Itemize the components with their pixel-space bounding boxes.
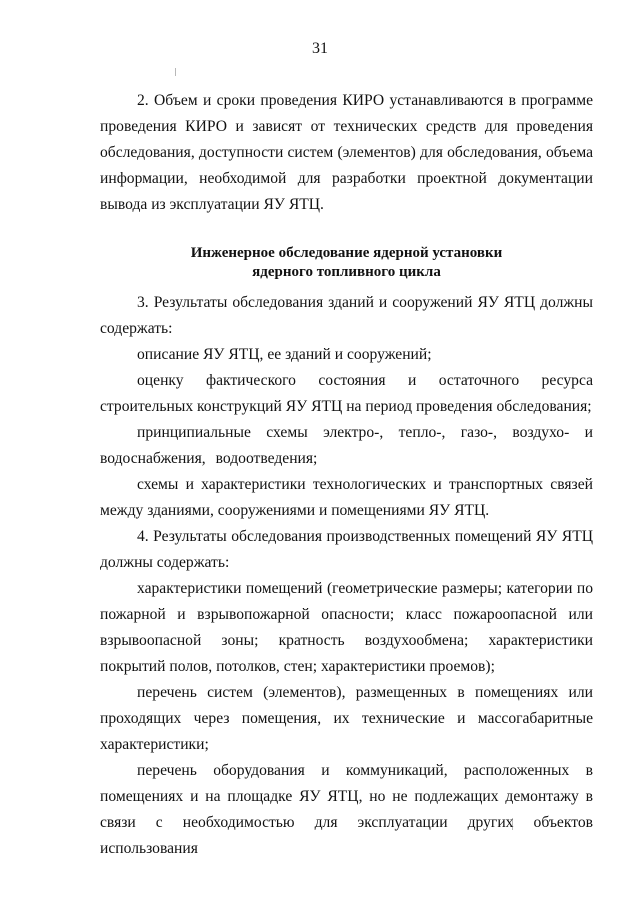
paragraph-4-intro: 4. Результаты обследования производственных помещений ЯУ ЯТЦ должны содержать: xyxy=(100,528,593,571)
scan-artifact-line xyxy=(175,68,176,76)
list-item: принципиальные схемы электро-, тепло-, газо-, воздухо- и водоснабжения, водоотведения; xyxy=(100,424,593,467)
list-item: перечень систем (элементов), размещенных в помещениях или проходящих через помещения, их технические и массогабаритные характеристики; xyxy=(100,684,593,753)
section-heading-line-1: Инженерное обследование ядерной установки xyxy=(190,245,503,261)
paragraph-2: 2. Объем и сроки проведения КИРО устанавливаются в программе проведения КИРО и зависят от технических средств для проведения обследования, доступности систем (элементов) для обследования, объема информации, необходимой для разработки проектной документации вывода из эксплуатации ЯУ ЯТЦ. xyxy=(100,92,593,213)
list-item: описание ЯУ ЯТЦ, ее зданий и сооружений; xyxy=(137,346,432,363)
section-heading-line-2: ядерного топливного цикла xyxy=(252,264,441,280)
document-body xyxy=(100,88,593,862)
list-item: перечень оборудования и коммуникаций, расположенных в помещениях и на площадке ЯУ ЯТЦ, но не подлежащих демонтажу в связи с необходимостью для эксплуатации других объектов использования xyxy=(100,762,593,857)
page-number: 31 xyxy=(312,40,328,57)
list-item: характеристики помещений (геометрические размеры; категории по пожарной и взрывопожарной опасности; класс пожароопасной или взрывоопасной зоны; кратность воздухообмена; характеристики покрытий полов, потолков, стен; характеристики проемов); xyxy=(100,580,593,675)
list-item: оценку фактического состояния и остаточного ресурса строительных конструкций ЯУ ЯТЦ на период проведения обследования; xyxy=(100,372,593,415)
paragraph-3-intro: 3. Результаты обследования зданий и сооружений ЯУ ЯТЦ должны содержать: xyxy=(100,294,593,337)
list-item: схемы и характеристики технологических и транспортных связей между зданиями, сооружениями и помещениями ЯУ ЯТЦ. xyxy=(100,476,593,519)
section-heading xyxy=(100,244,593,282)
